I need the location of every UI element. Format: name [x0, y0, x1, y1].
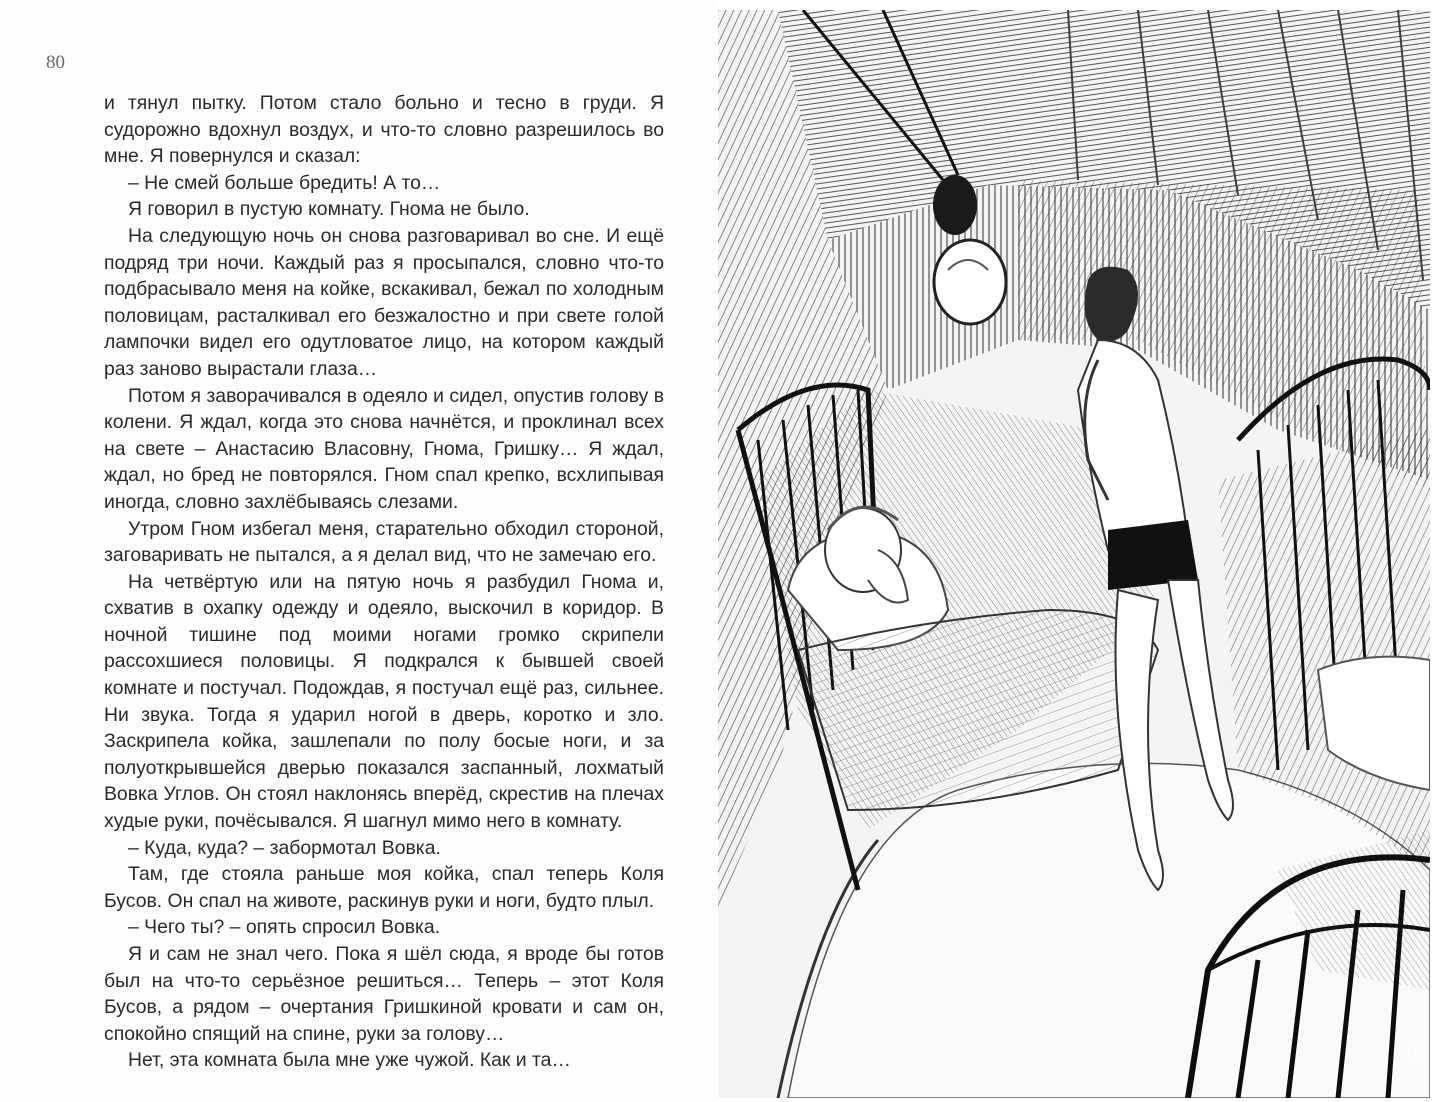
- paragraph: Там, где стояла раньше моя койка, спал теперь Коля Бусов. Он спал на животе, раскинув руки и ноги, будто плыл.: [104, 863, 664, 912]
- paragraph: Я и сам не знал чего. Пока я шёл сюда, я вроде бы готов был на что-то серьёзное решиться… Теперь – этот Коля Бусов, а рядом – очертания Гришкиной кровати и сам он, спокойно спящий на спине, руки за голову…: [104, 943, 664, 1045]
- page-number-right: 81: [1408, 1042, 1426, 1062]
- paragraph: – Куда, куда? – забормотал Вовка.: [128, 836, 441, 859]
- right-page: [716, 0, 1436, 1102]
- paragraph: Утром Гном избегал меня, старательно обходил стороной, заговаривать не пытался, а я делал вид, что не замечаю его.: [104, 517, 664, 567]
- paragraph: – Чего ты? – опять спросил Вовка.: [128, 916, 441, 939]
- illustration-dormitory-sketch[interactable]: [718, 10, 1430, 1098]
- paragraph: Я говорил в пустую комнату. Гнома не было.: [128, 198, 530, 221]
- page-number-left: 80: [46, 52, 65, 73]
- paragraph: Нет, эта комната была мне уже чужой. Как и та…: [128, 1049, 571, 1072]
- paragraph: Потом я заворачивался в одеяло и сидел, опустив голову в колени. Я ждал, когда это снова начнётся, и проклинал всех на свете – Анастасию Власовну, Гнома, Гришку… Я ждал, ждал, но бред не повторялся. Гном спал крепко, всхлипывая иногда, словно захлёбываясь слезами.: [104, 384, 664, 513]
- paragraph: и тянул пытку. Потом стало больно и тесно в груди. Я судорожно вдохнул воздух, и что-то словно разрешилось во мне. Я повернулся и сказал:: [104, 92, 664, 168]
- paragraph: На четвёртую или на пятую ночь я разбудил Гнома и, схватив в охапку одежду и одеяло, выскочил в коридор. В ночной тишине под моими ногами громко скрипели рассохшиеся половицы. Я подкрался к бывшей своей комнате и постучал. Подождав, я постучал ещё раз, сильнее. Ни звука. Тогда я ударил ногой в дверь, коротко и зло. Заскрипела койка, зашлепали по полу босые ноги, и за полуоткрывшейся дверью показался заспанный, лохматый Вовка Углов. Он стоял наклонясь вперёд, скрестив на плечах худые руки, почёсывался. Я шагнул мимо него в комнату.: [104, 570, 664, 833]
- paragraph: На следующую ночь он снова разговаривал во сне. И ещё подряд три ночи. Каждый раз я просыпался, словно что-то подбрасывало меня на койке, вскакивал, бежал по холодным половицам, расталкивал его безжалостно и при свете голой лампочки видел его одутловатое лицо, на котором каждый раз заново вырастали глаза…: [104, 224, 664, 380]
- body-text: [104, 90, 664, 1074]
- paragraph: – Не смей больше бредить! А то…: [128, 171, 441, 194]
